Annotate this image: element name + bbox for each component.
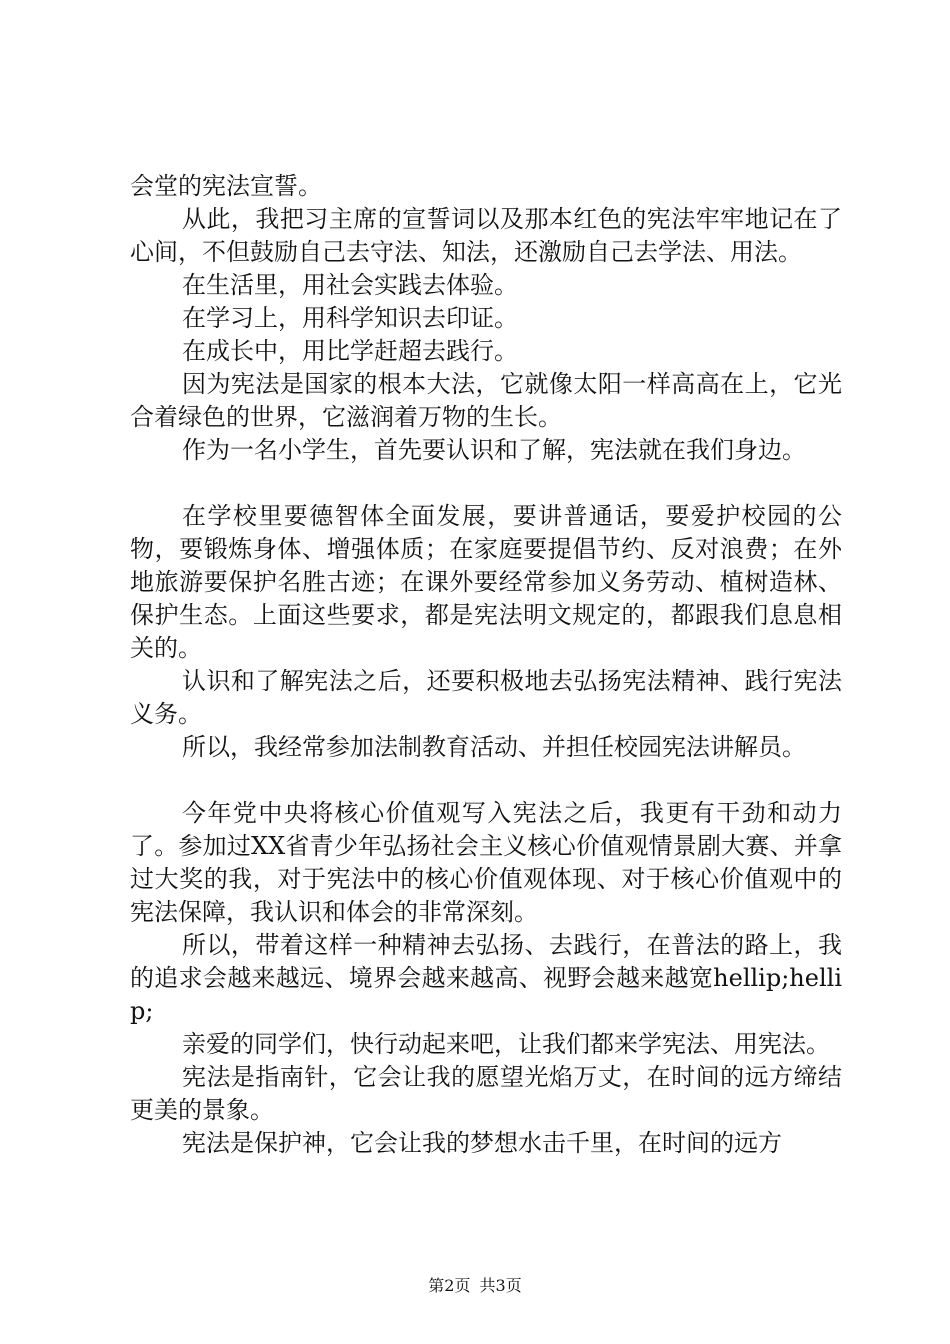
paragraph: 认识和了解宪法之后，还要积极地去弘扬宪法精神、践行宪法义务。 [130, 667, 842, 728]
paragraph: 会堂的宪法宣誓。 [130, 172, 322, 200]
paragraph: 作为一名小学生，首先要认识和了解，宪法就在我们身边。 [182, 436, 806, 464]
page-total: 共3页 [479, 1276, 522, 1295]
paragraph: 在学习上，用科学知识去印证。 [182, 304, 518, 332]
paragraph: 今年党中央将核心价值观写入宪法之后，我更有干劲和动力了。参加过XX省青少年弘扬社会主义核心价值观情景剧大赛、并拿过大奖的我，对于宪法中的核心价值观体现、对于核心价值观中的宪法保障，我认识和体会的非常深刻。 [130, 799, 842, 926]
paragraph: 在学校里要德智体全面发展，要讲普通话，要爱护校园的公物，要锻炼身体、增强体质；在家庭要提倡节约、反对浪费；在外地旅游要保护名胜古迹；在课外要经常参加义务劳动、植树造林、保护生态。上面这些要求，都是宪法明文规定的，都跟我们息息相关的。 [130, 502, 842, 662]
paragraph: 所以，我经常参加法制教育活动、并担任校园宪法讲解员。 [182, 733, 806, 761]
paragraph: 亲爱的同学们，快行动起来吧，让我们都来学宪法、用宪法。 [182, 1030, 830, 1058]
paragraph-gap [130, 764, 842, 797]
paragraph: 宪法是指南针，它会让我的愿望光焰万丈，在时间的远方缔结更美的景象。 [130, 1063, 842, 1124]
paragraph: 在成长中，用比学赶超去践行。 [182, 337, 518, 365]
page-footer [0, 1273, 950, 1296]
paragraph: 从此，我把习主席的宣誓词以及那本红色的宪法牢牢地记在了心间，不但鼓励自己去守法、知法，还激励自己去学法、用法。 [130, 205, 842, 266]
paragraph: 在生活里，用社会实践去体验。 [182, 271, 518, 299]
paragraph: 宪法是保护神，它会让我的梦想水击千里，在时间的远方 [182, 1129, 782, 1157]
paragraph: 所以，带着这样一种精神去弘扬、去践行，在普法的路上，我的追求会越来越远、境界会越来越高、视野会越来越宽hellip;hellip; [130, 931, 842, 1025]
paragraph: 因为宪法是国家的根本大法，它就像太阳一样高高在上，它光合着绿色的世界，它滋润着万物的生长。 [130, 370, 842, 431]
paragraph-gap [130, 467, 842, 500]
page-number: 第2页 [428, 1276, 471, 1295]
document-body [130, 170, 842, 1160]
